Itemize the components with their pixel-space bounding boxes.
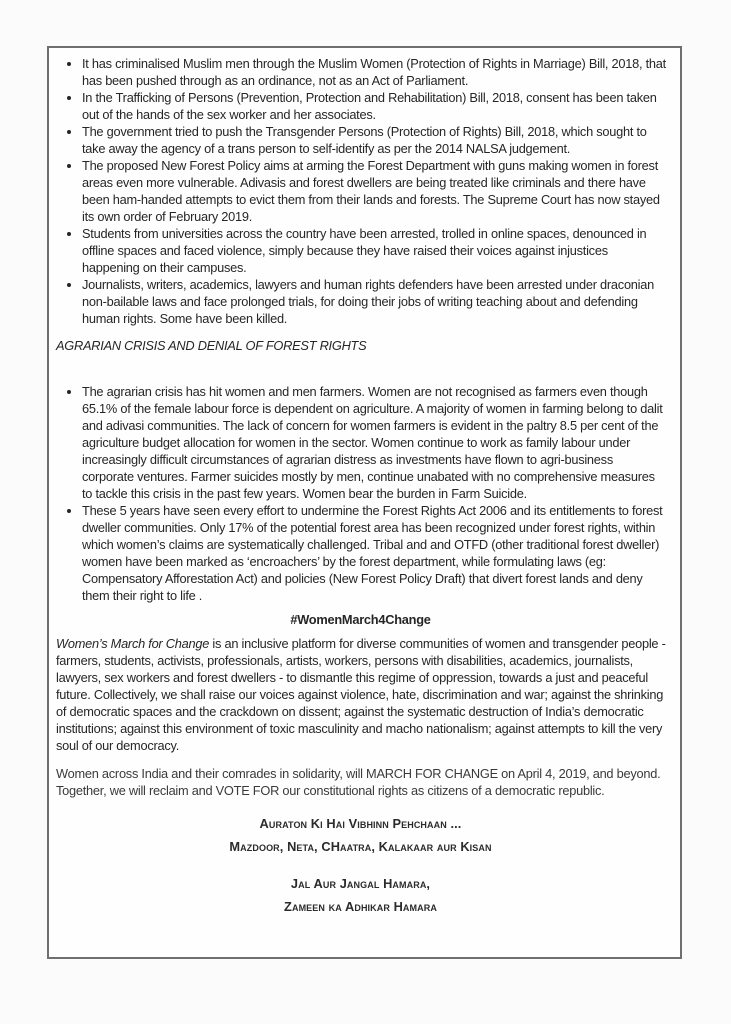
slogan-group-land-rights: [55, 872, 666, 918]
bullet-item: • The government tried to push the Transgender Persons (Protection of Rights) Bill, 2018, which sought to take away the agency of a trans person to self-identify as per the 2014 NALSA judgement.: [82, 123, 666, 157]
slogan-line: Zameen ka Adhikar Hamara: [284, 899, 437, 914]
closing-slogans: [55, 812, 666, 918]
platform-paragraph-lead: Women’s March for Change: [56, 636, 210, 651]
slogan-line: Mazdoor, Neta, CHaatra, Kalakaar aur Kisan: [229, 839, 492, 854]
bullet-item: • It has criminalised Muslim men through the Muslim Women (Protection of Rights in Marriage) Bill, 2018, that has been pushed through as an ordinance, not as an Act of Parliament.: [82, 55, 666, 89]
bullet-item: • The agrarian crisis has hit women and men farmers. Women are not recognised as farmers even though 65.1% of the female labour force is dependent on agriculture. A majority of women in farming belong to dalit and adivasi communities. The lack of concern for women farmers is evident in the paltry 8.5 per cent of the agriculture budget allocation for women in the sector. Women continue to work as family labour under increasingly difficult circumstances of agrarian distress as investments have flown to agri-business corporate ventures. Farmer suicides mostly by men, continue unabated with no comprehensive measures to tackle this crisis in the past few years. Women bear the burden in Farm Suicide.: [82, 383, 666, 502]
bullet-list-agrarian-forest: [55, 383, 666, 604]
platform-paragraph: [56, 635, 666, 754]
slogan-line: Auraton Ki Hai Vibhinn Pehchaan ...: [259, 816, 462, 831]
bullet-item: • The proposed New Forest Policy aims at arming the Forest Department with guns making women in forest areas even more vulnerable. Adivasis and forest dwellers are being treated like criminals and there have been ham-handed attempts to evict them from their lands and forests. The Supreme Court has now stayed its own order of February 2019.: [82, 157, 666, 225]
march-paragraph: Women across India and their comrades in solidarity, will MARCH FOR CHANGE on April 4, 2019, and beyond. Together, we will reclaim and VOTE FOR our constitutional rights as citizens of a democratic republic.: [56, 766, 661, 798]
hashtag-heading: #WomenMarch4Change: [290, 612, 431, 627]
platform-paragraph-body: is an inclusive platform for diverse communities of women and transgender people - farmers, students, activists, professionals, artists, workers, persons with disabilities, academics, journalists, lawyers, sex workers and forest dwellers - to dismantle this regime of oppression, towards a just and peaceful future. Collectively, we shall raise our voices against violence, hate, discrimination and war; against the shrinking of democratic spaces and the crackdown on dissent; against the systematic destruction of India’s democratic institutions; against this environment of toxic masculinity and macho nationalism; against attempts to kill the very soul of our democracy.: [56, 636, 666, 753]
slogan-group-identity: [55, 812, 666, 858]
bullet-item: • In the Trafficking of Persons (Prevention, Protection and Rehabilitation) Bill, 2018, consent has been taken out of the hands of the sex worker and her associates.: [82, 89, 666, 123]
document-content-frame: [47, 46, 682, 959]
bullet-list-rights-violations: [55, 55, 666, 327]
bullet-item: • Students from universities across the country have been arrested, trolled in online spaces, denounced in offline spaces and faced violence, simply because they have raised their voices against injustices happening on their campuses.: [82, 225, 666, 276]
section-heading-agrarian-crisis: AGRARIAN CRISIS AND DENIAL OF FOREST RIGHTS: [56, 338, 367, 353]
bullet-item: • Journalists, writers, academics, lawyers and human rights defenders have been arrested under draconian non-bailable laws and face prolonged trials, for doing their jobs of writing teaching about and defending human rights. Some have been killed.: [82, 276, 666, 327]
bullet-item: • These 5 years have seen every effort to undermine the Forest Rights Act 2006 and its entitlements to forest dweller communities. Only 17% of the potential forest area has been recognized under forest rights, within which women’s claims are systematically challenged. Tribal and and OTFD (other traditional forest dweller) women have been marked as ‘encroachers’ by the forest department, while formulating laws (eg: Compensatory Afforestation Act) and policies (New Forest Policy Draft) that divert forest lands and deny them their right to life .: [82, 502, 666, 604]
slogan-line: Jal Aur Jangal Hamara,: [290, 876, 431, 891]
